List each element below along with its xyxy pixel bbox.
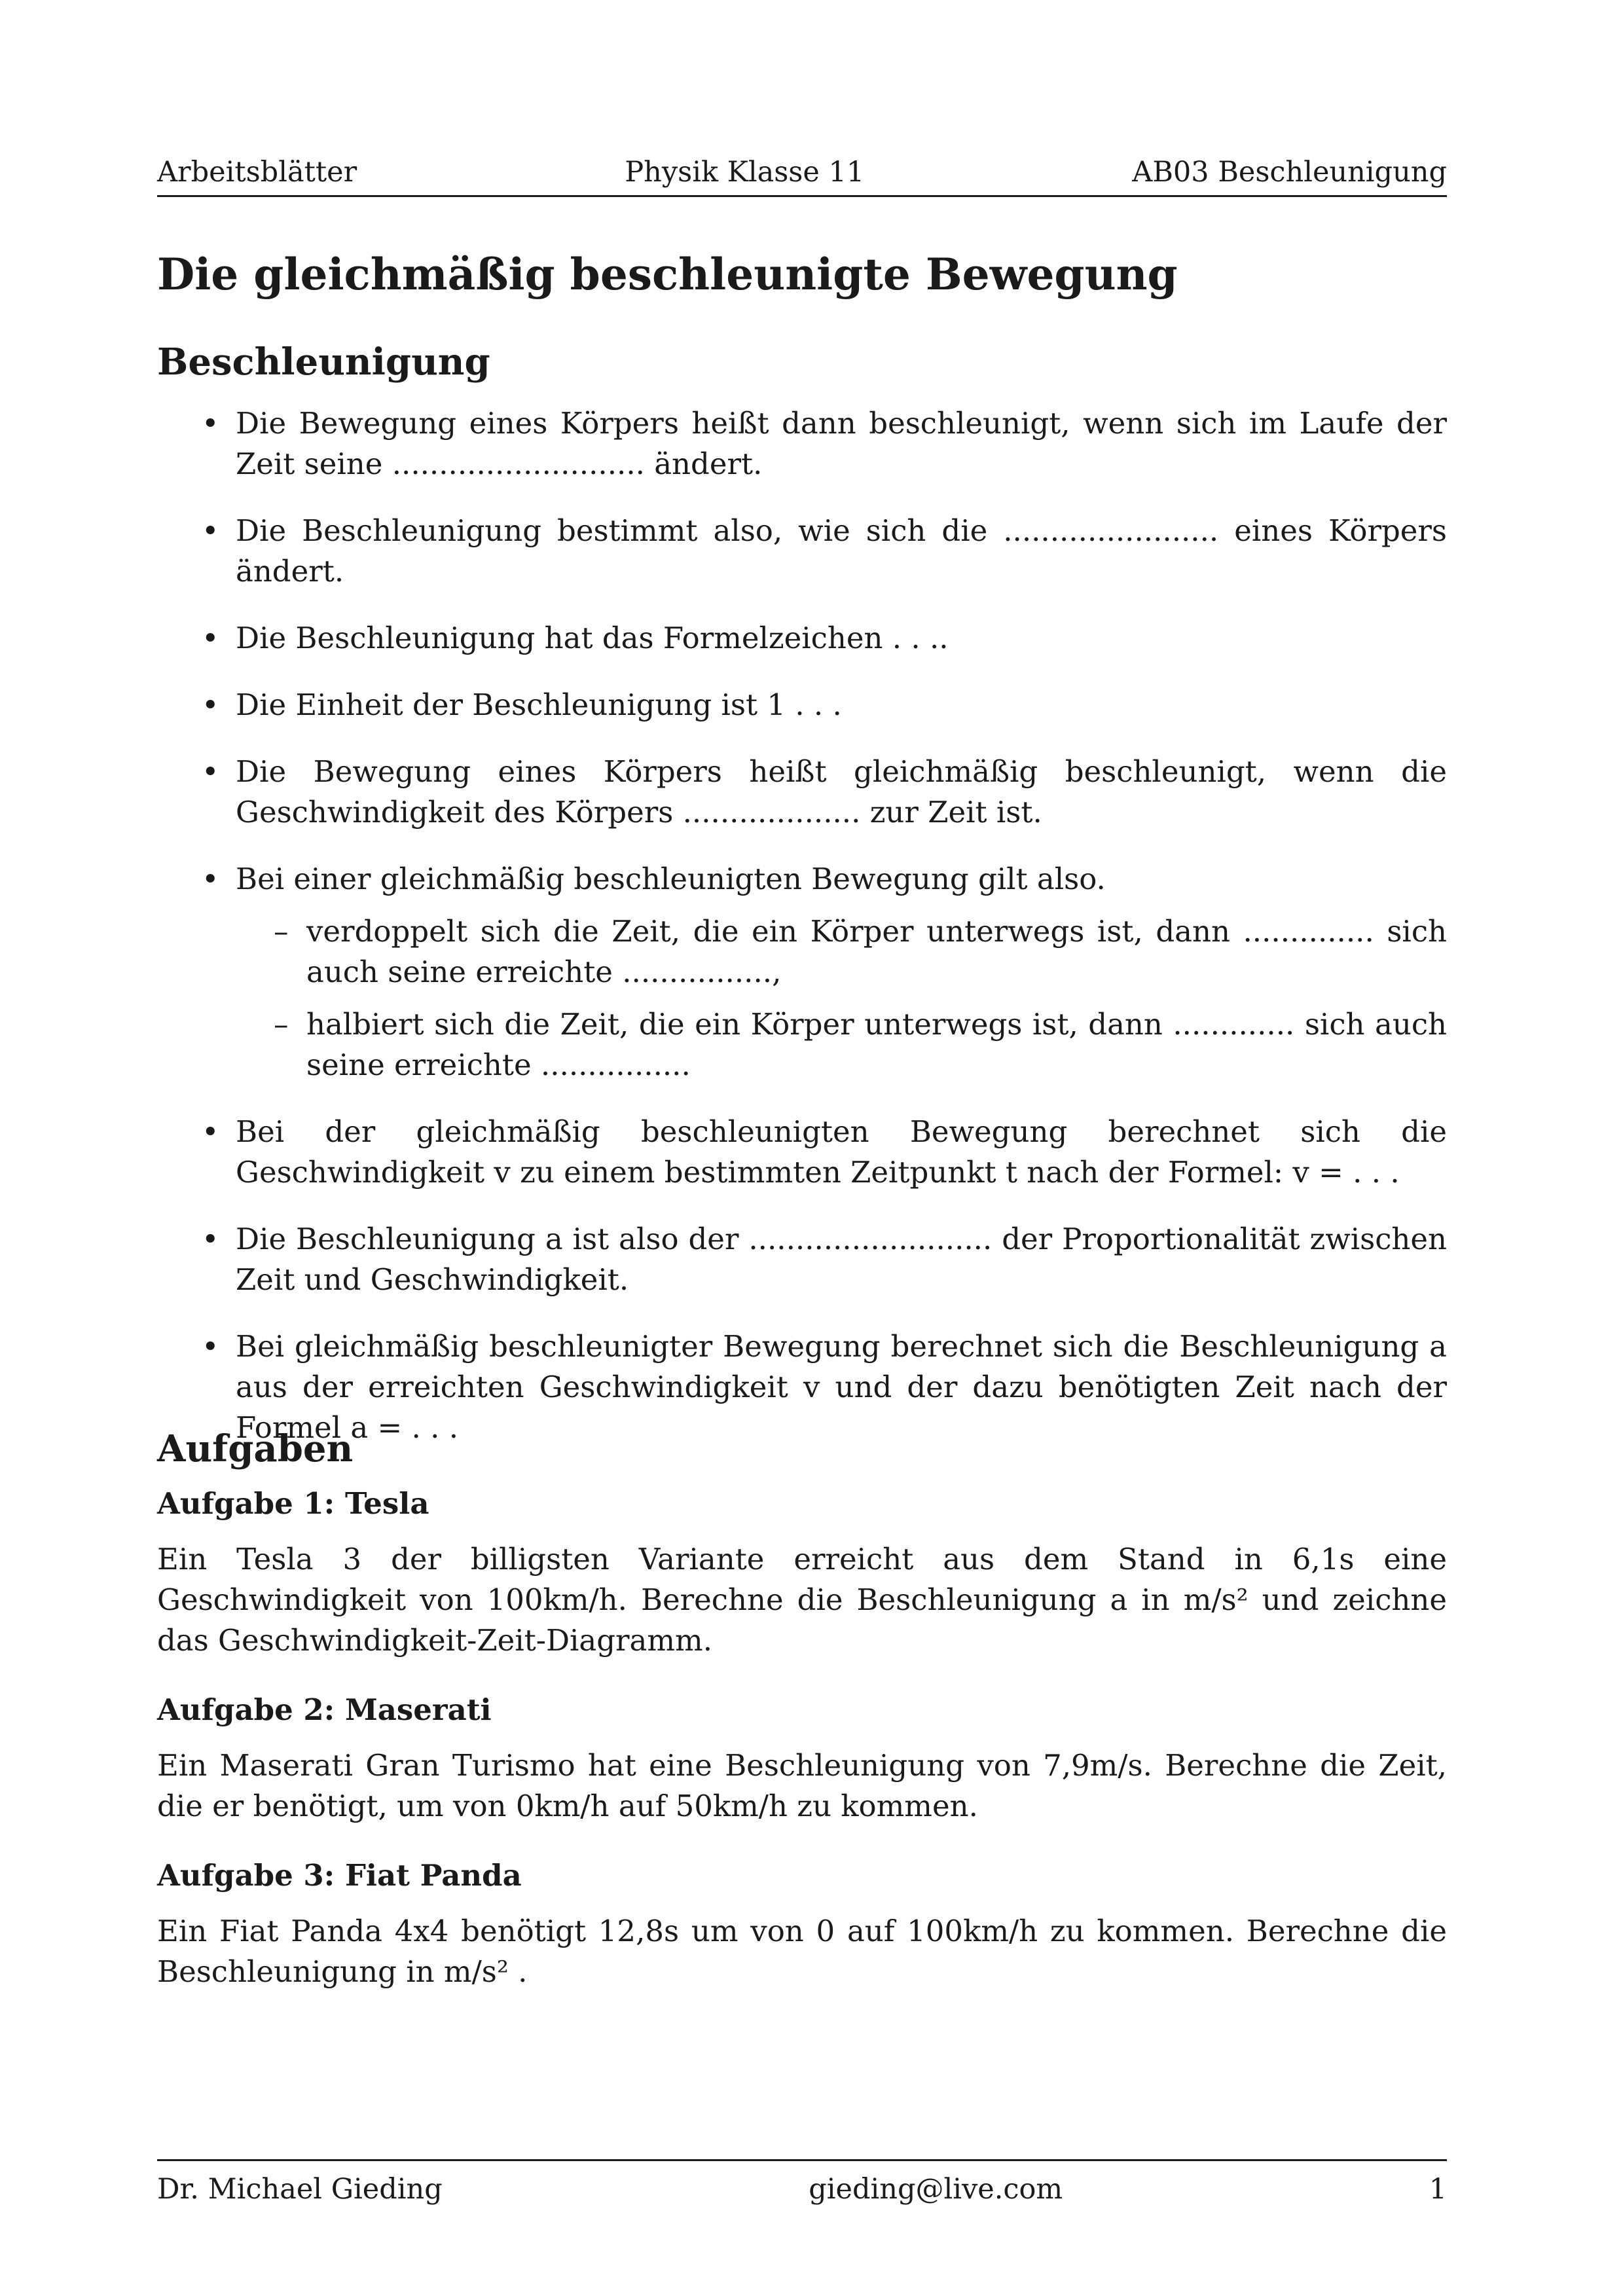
task-text: Ein Maserati Gran Turismo hat eine Beschleunigung von 7,9m/s. Berechne die Zeit, die er benötigt, um von 0km/h auf 50km/h zu kommen. bbox=[157, 1748, 1447, 1823]
header-left: Arbeitsblätter bbox=[157, 156, 357, 189]
bullet-list bbox=[157, 403, 1447, 1448]
page-footer bbox=[157, 2159, 1447, 2206]
list-item: • Die Beschleunigung a ist also der .......................... der Proportionalität zwischen Zeit und Geschwindigkeit. bbox=[157, 1219, 1447, 1300]
list-item: • Bei gleichmäßig beschleunigter Bewegung berechnet sich die Beschleunigung a aus der erreichten Geschwindigkeit v und der dazu benötigten Zeit nach der Formel a = . . . bbox=[157, 1326, 1447, 1448]
list-item: • Die Bewegung eines Körpers heißt dann beschleunigt, wenn sich im Laufe der Zeit seine ........................... ändert. bbox=[157, 403, 1447, 484]
header-center: Physik Klasse 11 bbox=[625, 156, 865, 189]
task-title: Aufgabe 1: Tesla bbox=[157, 1486, 429, 1521]
task-text: Ein Tesla 3 der billigsten Variante erreicht aus dem Stand in 6,1s eine Geschwindigkeit von 100km/h. Berechne die Beschleunigung a in m/s² und zeichne das Geschwindigkeit-Zeit-Diagramm. bbox=[157, 1542, 1447, 1658]
task-title: Aufgabe 2: Maserati bbox=[157, 1692, 492, 1727]
list-item: • Die Einheit der Beschleunigung ist 1 . . . bbox=[157, 685, 1447, 725]
task-title: Aufgabe 3: Fiat Panda bbox=[157, 1858, 522, 1893]
footer-email: gieding@live.com bbox=[809, 2173, 1063, 2206]
footer-author: Dr. Michael Gieding bbox=[157, 2173, 443, 2206]
sub-list-item: – halbiert sich die Zeit, die ein Körper unterwegs ist, dann ............. sich auch seine erreichte ................ bbox=[236, 1004, 1447, 1085]
list-item: • Die Bewegung eines Körpers heißt gleichmäßig beschleunigt, wenn die Geschwindigkeit des Körpers ................... zur Zeit ist. bbox=[157, 752, 1447, 833]
section-heading: Beschleunigung bbox=[157, 340, 490, 384]
section-beschleunigung bbox=[157, 340, 1447, 1474]
section-heading: Aufgaben bbox=[157, 1427, 354, 1470]
list-item: • Bei einer gleichmäßig beschleunigten Bewegung gilt also. – verdoppelt sich die Zeit, die ein Körper unterwegs ist, dann .............. sich auch seine erreichte ................, – halbiert sich die Zeit, die ein Körper unterwegs ist, dann ............. sich auch seine erreichte ................ bbox=[157, 859, 1447, 1085]
page-header bbox=[157, 156, 1447, 197]
section-aufgaben bbox=[157, 1427, 1447, 2024]
header-right: AB03 Beschleunigung bbox=[1132, 156, 1447, 189]
list-item: • Bei der gleichmäßig beschleunigten Bewegung berechnet sich die Geschwindigkeit v zu einem bestimmten Zeitpunkt t nach der Formel: v = . . . bbox=[157, 1112, 1447, 1193]
sub-list-item: – verdoppelt sich die Zeit, die ein Körper unterwegs ist, dann .............. sich auch seine erreichte ................, bbox=[236, 911, 1447, 993]
list-item: • Die Beschleunigung bestimmt also, wie sich die ....................... eines Körpers ändert. bbox=[157, 511, 1447, 592]
page-number: 1 bbox=[1429, 2173, 1447, 2206]
task-fiat-panda bbox=[157, 1858, 1447, 1992]
sub-list bbox=[236, 911, 1447, 1085]
task-text: Ein Fiat Panda 4x4 benötigt 12,8s um von 0 auf 100km/h zu kommen. Berechne die Beschleunigung in m/s² . bbox=[157, 1914, 1447, 1989]
task-maserati bbox=[157, 1692, 1447, 1827]
page-title: Die gleichmäßig beschleunigte Bewegung bbox=[157, 249, 1178, 300]
task-tesla bbox=[157, 1486, 1447, 1661]
list-item: • Die Beschleunigung hat das Formelzeichen . . .. bbox=[157, 618, 1447, 659]
